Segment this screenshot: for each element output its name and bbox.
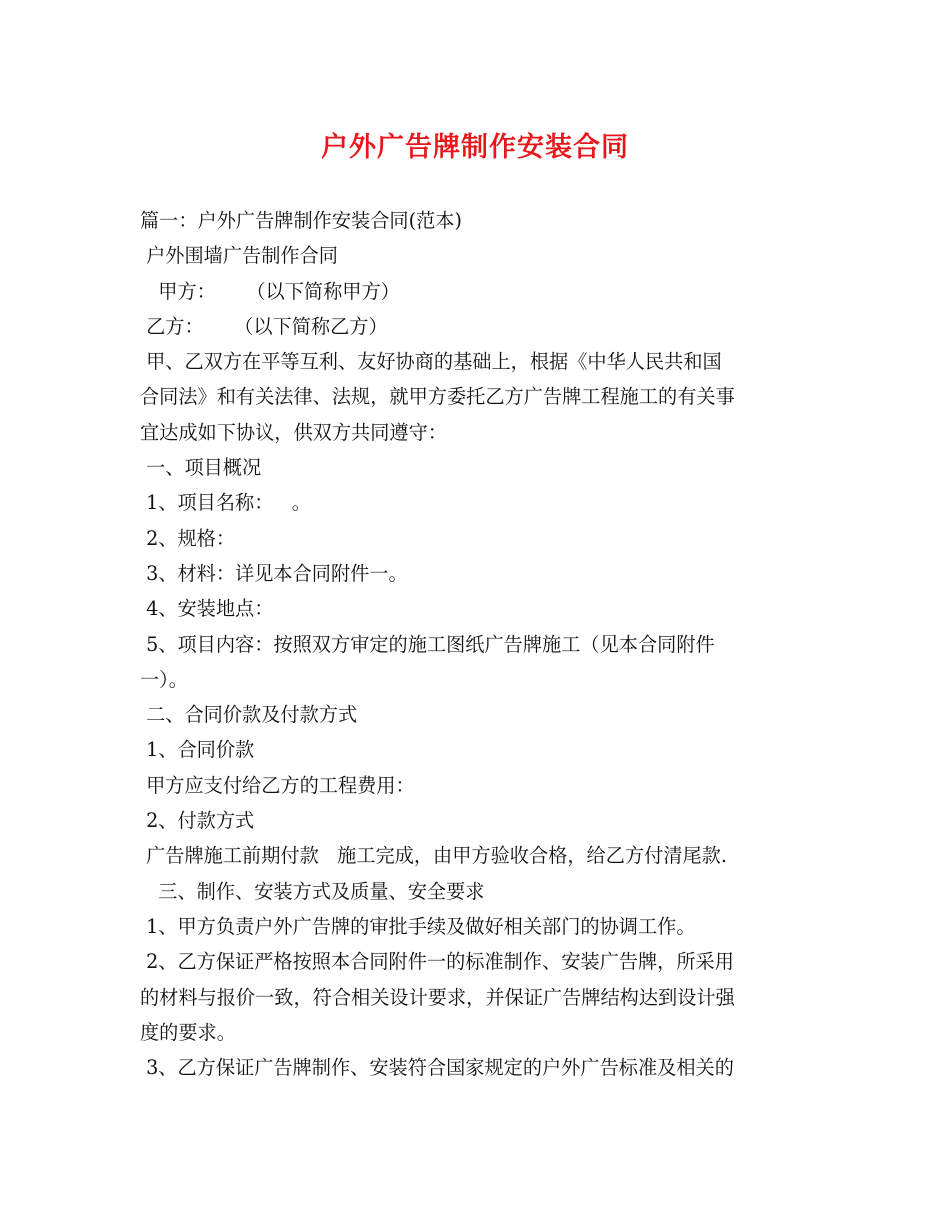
text-line: 3、乙方保证广告牌制作、安装符合国家规定的户外广告标准及相关的: [140, 1056, 734, 1080]
text-line: 5、项目内容：按照双方审定的施工图纸广告牌施工（见本合同附件: [140, 632, 715, 656]
text-line: 2、付款方式: [140, 809, 255, 833]
text-line: 3、材料：详见本合同附件一。: [140, 561, 408, 585]
document-body: [140, 203, 820, 1085]
text-line: 4、安装地点：: [140, 597, 274, 621]
text-line: 1、合同价款: [140, 738, 255, 762]
text-line: 一、项目概况: [140, 456, 262, 480]
text-line: 2、乙方保证严格按照本合同附件一的标准制作、安装广告牌，所采用: [140, 950, 734, 974]
text-line: 1、甲方负责户外广告牌的审批手续及做好相关部门的协调工作。: [140, 914, 696, 938]
text-line: 2、规格：: [140, 526, 236, 550]
text-line: 甲、乙双方在平等互利、友好协商的基础上，根据《中华人民共和国: [140, 350, 722, 374]
text-line: 一）。: [140, 667, 188, 691]
text-line: 三、制作、安装方式及质量、安全要求: [140, 879, 485, 903]
text-line: 宜达成如下协议，供双方共同遵守：: [140, 420, 447, 444]
document-title: 户外广告牌制作安装合同: [321, 132, 629, 163]
text-line: 二、合同价款及付款方式: [140, 703, 358, 727]
text-line: 甲方： （以下简称甲方）: [140, 279, 400, 303]
text-line: 广告牌施工前期付款 施工完成，由甲方验收合格，给乙方付清尾款.: [140, 844, 727, 868]
text-line: 1、项目名称： 。: [140, 491, 311, 515]
text-line: 合同法》和有关法律、法规，就甲方委托乙方广告牌工程施工的有关事: [140, 385, 735, 409]
text-line: 篇一：户外广告牌制作安装合同(范本): [140, 209, 462, 232]
text-line: 的材料与报价一致，符合相关设计要求，并保证广告牌结构达到设计强: [140, 985, 735, 1009]
text-line: 度的要求。: [140, 1020, 236, 1044]
text-line: 甲方应支付给乙方的工程费用：: [140, 773, 415, 797]
text-line: 户外围墙广告制作合同: [140, 244, 338, 268]
text-line: 乙方： （以下简称乙方）: [140, 314, 388, 338]
